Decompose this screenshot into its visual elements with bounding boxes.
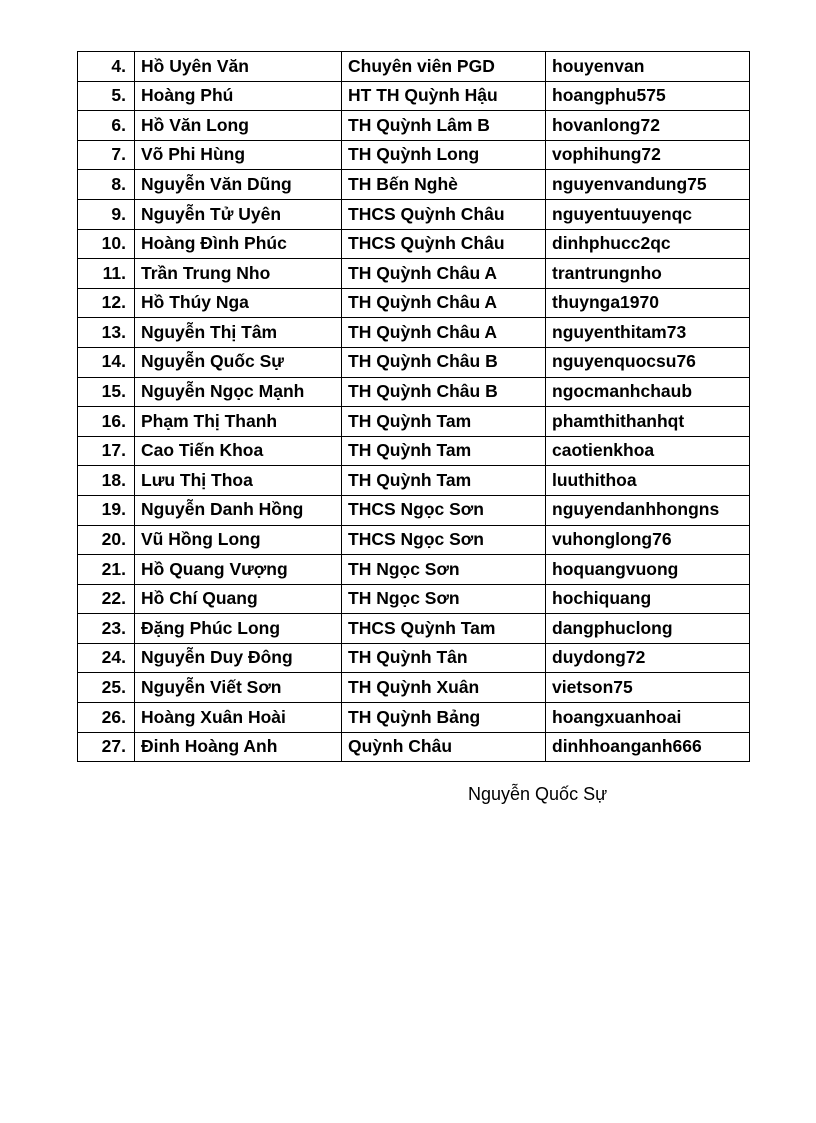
person-name: Nguyễn Thị Tâm — [135, 318, 342, 348]
table-row — [78, 525, 750, 555]
school-unit: Chuyên viên PGD — [342, 52, 546, 82]
school-unit: TH Quỳnh Long — [342, 140, 546, 170]
school-unit: TH Quỳnh Tân — [342, 643, 546, 673]
account-name: thuynga1970 — [546, 288, 750, 318]
row-number: 17. — [78, 436, 135, 466]
table-row — [78, 732, 750, 762]
person-name: Hồ Quang Vượng — [135, 555, 342, 585]
person-name: Hồ Văn Long — [135, 111, 342, 141]
account-name: houyenvan — [546, 52, 750, 82]
school-unit: TH Quỳnh Châu A — [342, 288, 546, 318]
table-row — [78, 495, 750, 525]
person-name: Nguyễn Quốc Sự — [135, 347, 342, 377]
table-row — [78, 140, 750, 170]
row-number: 24. — [78, 643, 135, 673]
row-number: 19. — [78, 495, 135, 525]
account-name: trantrungnho — [546, 259, 750, 289]
table-row — [78, 81, 750, 111]
school-unit: TH Quỳnh Tam — [342, 407, 546, 437]
account-name: vietson75 — [546, 673, 750, 703]
account-name: nguyenquocsu76 — [546, 347, 750, 377]
account-name: hovanlong72 — [546, 111, 750, 141]
row-number: 9. — [78, 199, 135, 229]
table-row — [78, 555, 750, 585]
person-name: Hoàng Phú — [135, 81, 342, 111]
person-name: Đặng Phúc Long — [135, 614, 342, 644]
table-row — [78, 229, 750, 259]
table-row — [78, 170, 750, 200]
person-name: Nguyễn Ngọc Mạnh — [135, 377, 342, 407]
account-name: hoangphu575 — [546, 81, 750, 111]
school-unit: TH Ngọc Sơn — [342, 584, 546, 614]
table-row — [78, 407, 750, 437]
school-unit: Quỳnh Châu — [342, 732, 546, 762]
school-unit: TH Quỳnh Châu A — [342, 318, 546, 348]
person-name: Đinh Hoàng Anh — [135, 732, 342, 762]
account-name: dinhhoanganh666 — [546, 732, 750, 762]
person-name: Nguyễn Duy Đông — [135, 643, 342, 673]
account-name: duydong72 — [546, 643, 750, 673]
table-row — [78, 377, 750, 407]
table-row — [78, 466, 750, 496]
table-row — [78, 614, 750, 644]
row-number: 12. — [78, 288, 135, 318]
account-name: ngocmanhchaub — [546, 377, 750, 407]
school-unit: THCS Ngọc Sơn — [342, 525, 546, 555]
row-number: 5. — [78, 81, 135, 111]
person-name: Hoàng Xuân Hoài — [135, 703, 342, 733]
account-name: dinhphucc2qc — [546, 229, 750, 259]
school-unit: THCS Quỳnh Châu — [342, 229, 546, 259]
row-number: 16. — [78, 407, 135, 437]
signature-name: Nguyễn Quốc Sự — [468, 784, 608, 804]
school-unit: THCS Ngọc Sơn — [342, 495, 546, 525]
person-name: Vũ Hồng Long — [135, 525, 342, 555]
row-number: 21. — [78, 555, 135, 585]
account-name: nguyenthitam73 — [546, 318, 750, 348]
row-number: 27. — [78, 732, 135, 762]
row-number: 13. — [78, 318, 135, 348]
row-number: 26. — [78, 703, 135, 733]
school-unit: TH Quỳnh Lâm B — [342, 111, 546, 141]
school-unit: TH Quỳnh Tam — [342, 436, 546, 466]
row-number: 10. — [78, 229, 135, 259]
account-name: nguyentuuyenqc — [546, 199, 750, 229]
row-number: 15. — [78, 377, 135, 407]
person-name: Võ Phi Hùng — [135, 140, 342, 170]
account-name: hoquangvuong — [546, 555, 750, 585]
table-row — [78, 643, 750, 673]
person-name: Trần Trung Nho — [135, 259, 342, 289]
person-name: Lưu Thị Thoa — [135, 466, 342, 496]
row-number: 22. — [78, 584, 135, 614]
school-unit: TH Quỳnh Xuân — [342, 673, 546, 703]
table-row — [78, 111, 750, 141]
school-unit: TH Ngọc Sơn — [342, 555, 546, 585]
account-name: caotienkhoa — [546, 436, 750, 466]
row-number: 18. — [78, 466, 135, 496]
school-unit: TH Bến Nghè — [342, 170, 546, 200]
table-row — [78, 199, 750, 229]
account-name: vophihung72 — [546, 140, 750, 170]
roster-table — [77, 51, 750, 762]
person-name: Hồ Chí Quang — [135, 584, 342, 614]
school-unit: TH Quỳnh Châu B — [342, 377, 546, 407]
row-number: 25. — [78, 673, 135, 703]
table-row — [78, 259, 750, 289]
roster-table-body — [78, 52, 750, 762]
row-number: 7. — [78, 140, 135, 170]
person-name: Cao Tiến Khoa — [135, 436, 342, 466]
school-unit: THCS Quỳnh Tam — [342, 614, 546, 644]
account-name: hochiquang — [546, 584, 750, 614]
table-row — [78, 703, 750, 733]
table-row — [78, 673, 750, 703]
account-name: nguyendanhhongns — [546, 495, 750, 525]
row-number: 6. — [78, 111, 135, 141]
table-row — [78, 584, 750, 614]
row-number: 23. — [78, 614, 135, 644]
row-number: 11. — [78, 259, 135, 289]
person-name: Nguyễn Tử Uyên — [135, 199, 342, 229]
school-unit: TH Quỳnh Châu A — [342, 259, 546, 289]
account-name: luuthithoa — [546, 466, 750, 496]
person-name: Hoàng Đình Phúc — [135, 229, 342, 259]
person-name: Hồ Uyên Văn — [135, 52, 342, 82]
row-number: 20. — [78, 525, 135, 555]
school-unit: HT TH Quỳnh Hậu — [342, 81, 546, 111]
row-number: 8. — [78, 170, 135, 200]
row-number: 14. — [78, 347, 135, 377]
row-number: 4. — [78, 52, 135, 82]
school-unit: TH Quỳnh Bảng — [342, 703, 546, 733]
account-name: hoangxuanhoai — [546, 703, 750, 733]
school-unit: TH Quỳnh Châu B — [342, 347, 546, 377]
table-row — [78, 318, 750, 348]
table-row — [78, 288, 750, 318]
account-name: dangphuclong — [546, 614, 750, 644]
account-name: phamthithanhqt — [546, 407, 750, 437]
account-name: nguyenvandung75 — [546, 170, 750, 200]
school-unit: TH Quỳnh Tam — [342, 466, 546, 496]
account-name: vuhonglong76 — [546, 525, 750, 555]
school-unit: THCS Quỳnh Châu — [342, 199, 546, 229]
person-name: Nguyễn Danh Hồng — [135, 495, 342, 525]
person-name: Phạm Thị Thanh — [135, 407, 342, 437]
person-name: Nguyễn Viết Sơn — [135, 673, 342, 703]
table-row — [78, 347, 750, 377]
person-name: Hồ Thúy Nga — [135, 288, 342, 318]
person-name: Nguyễn Văn Dũng — [135, 170, 342, 200]
table-row — [78, 52, 750, 82]
table-row — [78, 436, 750, 466]
